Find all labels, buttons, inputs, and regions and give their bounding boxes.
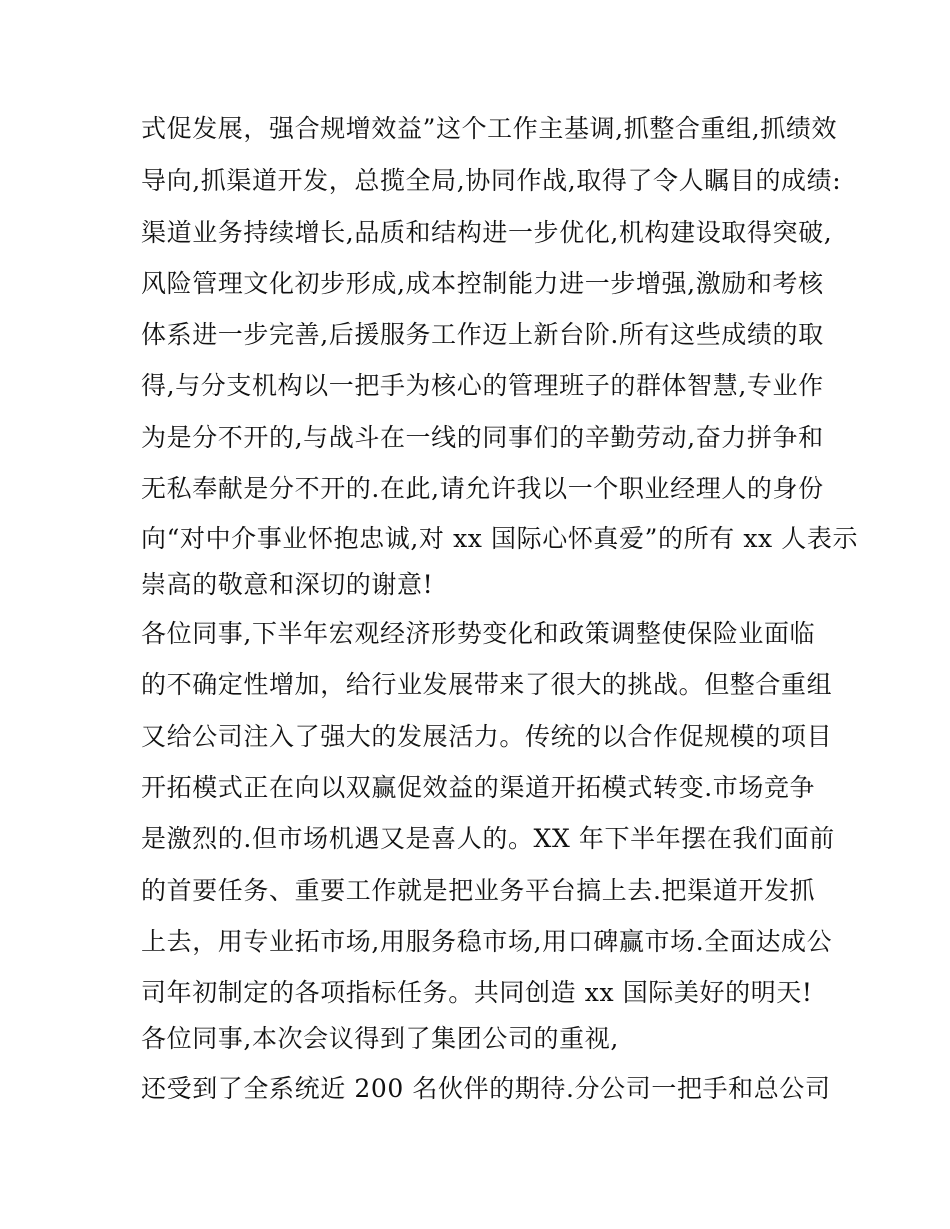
- text-line: 导向,抓渠道开发，总揽全局,协同作战,取得了令人瞩目的成绩:: [141, 166, 842, 195]
- text-line: 得,与分支机构以一把手为核心的管理班子的群体智慧,专业作: [141, 371, 824, 400]
- text-line: 风险管理文化初步形成,成本控制能力进一步增强,激励和考核: [141, 269, 824, 298]
- text-line: 向“对中介事业怀抱忠诚,对 xx 国际心怀真爱”的所有 xx 人表示: [141, 524, 859, 553]
- text-line: 的首要任务、重要工作就是把业务平台搞上去.把渠道开发抓: [141, 876, 816, 905]
- text-line: 还受到了全系统近 200 名伙伴的期待.分公司一把手和总公司: [141, 1074, 831, 1103]
- text-line: 开拓模式正在向以双赢促效益的渠道开拓模式转变.市场竞争: [141, 773, 816, 802]
- text-line: 无私奉献是分不开的.在此,请允许我以一个职业经理人的身份: [141, 474, 824, 503]
- text-line: 司年初制定的各项指标任务。共同创造 xx 国际美好的明天!: [141, 978, 813, 1007]
- text-line: 又给公司注入了强大的发展活力。传统的以合作促规模的项目: [141, 722, 833, 751]
- text-line: 各位同事,下半年宏观经济形势变化和政策调整使保险业面临: [141, 619, 816, 648]
- text-line: 的不确定性增加，给行业发展带来了很大的挑战。但整合重组: [141, 670, 833, 699]
- text-line: 式促发展，强合规增效益”这个工作主基调,抓整合重组,抓绩效: [141, 114, 838, 143]
- text-line: 渠道业务持续增长,品质和结构进一步优化,机构建设取得突破,: [141, 218, 833, 247]
- text-line: 体系进一步完善,后援服务工作迈上新台阶.所有这些成绩的取: [141, 320, 824, 349]
- text-line: 崇高的敬意和深切的谢意!: [141, 570, 434, 599]
- text-line: 上去，用专业拓市场,用服务稳市场,用口碑赢市场.全面达成公: [141, 927, 833, 956]
- text-line: 各位同事,本次会议得到了集团公司的重视,: [141, 1024, 619, 1053]
- text-line: 为是分不开的,与战斗在一线的同事们的辛勤劳动,奋力拼争和: [141, 423, 824, 452]
- text-line: 是激烈的.但市场机遇又是喜人的。XX 年下半年摆在我们面前: [141, 824, 835, 853]
